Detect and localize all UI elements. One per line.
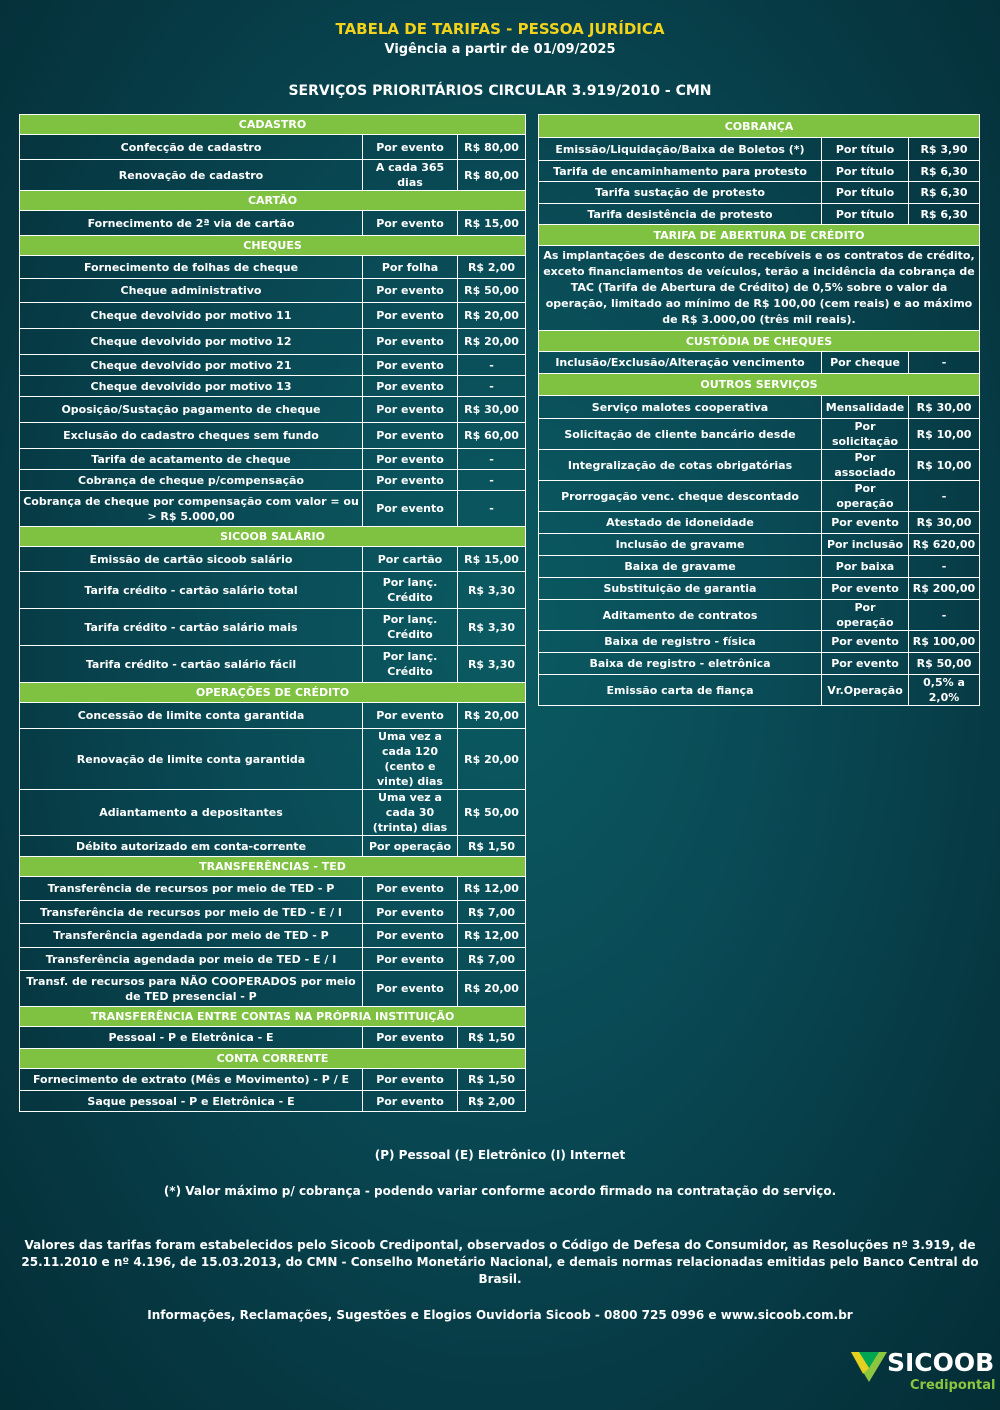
charge-basis: Por título bbox=[822, 182, 909, 204]
service-name: Adiantamento a depositantes bbox=[20, 790, 363, 836]
table-row bbox=[539, 512, 980, 534]
charge-basis: Por evento bbox=[363, 423, 458, 449]
logo-name: SICOOB bbox=[887, 1348, 995, 1377]
tariff-value: - bbox=[458, 449, 526, 470]
service-name: Tarifa desistência de protesto bbox=[539, 204, 822, 225]
section-header-row bbox=[20, 191, 526, 211]
section-title: TARIFA DE ABERTURA DE CRÉDITO bbox=[539, 225, 980, 246]
asterisk-note: (*) Valor máximo p/ cobrança - podendo variar conforme acordo firmado na contratação do serviço. bbox=[163, 1184, 837, 1198]
charge-basis: A cada 365 dias bbox=[363, 160, 458, 191]
charge-basis: Por baixa bbox=[822, 556, 909, 578]
tariff-value: R$ 60,00 bbox=[458, 423, 526, 449]
section-title: OUTROS SERVIÇOS bbox=[539, 374, 980, 396]
tariff-value: R$ 20,00 bbox=[458, 971, 526, 1007]
service-name: Baixa de registro - física bbox=[539, 631, 822, 653]
table-row bbox=[20, 572, 526, 609]
charge-basis: Por operação bbox=[363, 836, 458, 857]
table-row bbox=[20, 609, 526, 646]
service-name: Exclusão do cadastro cheques sem fundo bbox=[20, 423, 363, 449]
service-name: Tarifa de encaminhamento para protesto bbox=[539, 161, 822, 182]
section-header-row bbox=[20, 1049, 526, 1069]
service-name: Baixa de gravame bbox=[539, 556, 822, 578]
service-name: Tarifa sustação de protesto bbox=[539, 182, 822, 204]
service-name: Transferência agendada por meio de TED - P bbox=[20, 924, 363, 948]
charge-basis: Por evento bbox=[363, 470, 458, 491]
service-name: Cheque devolvido por motivo 11 bbox=[20, 303, 363, 329]
section-title: CARTÃO bbox=[20, 191, 526, 211]
tariff-value: R$ 15,00 bbox=[458, 547, 526, 572]
table-row bbox=[539, 450, 980, 481]
section-title: CHEQUES bbox=[20, 236, 526, 256]
section-header-row bbox=[20, 1007, 526, 1027]
table-row bbox=[539, 481, 980, 512]
table-row bbox=[539, 675, 980, 706]
service-name: Cheque devolvido por motivo 21 bbox=[20, 355, 363, 376]
tariff-value: R$ 80,00 bbox=[458, 135, 526, 160]
charge-basis: Por evento bbox=[363, 1027, 458, 1049]
section-title: SICOOB SALÁRIO bbox=[20, 527, 526, 547]
charge-basis: Por evento bbox=[822, 512, 909, 534]
table-row bbox=[20, 729, 526, 790]
tariff-value: R$ 3,30 bbox=[458, 572, 526, 609]
section-title: CONTA CORRENTE bbox=[20, 1049, 526, 1069]
tariff-value: R$ 20,00 bbox=[458, 703, 526, 729]
service-name: Tarifa crédito - cartão salário fácil bbox=[20, 646, 363, 683]
tariff-value: - bbox=[909, 556, 980, 578]
tariff-value: R$ 7,00 bbox=[458, 948, 526, 971]
service-name: Transf. de recursos para NÃO COOPERADOS por meio de TED presencial - P bbox=[20, 971, 363, 1007]
tariff-value: R$ 2,00 bbox=[458, 256, 526, 279]
service-name: Emissão/Liquidação/Baixa de Boletos (*) bbox=[539, 138, 822, 161]
tariff-value: R$ 12,00 bbox=[458, 924, 526, 948]
charge-basis: Por evento bbox=[363, 1069, 458, 1091]
note-row bbox=[539, 246, 980, 331]
service-name: Tarifa de acatamento de cheque bbox=[20, 449, 363, 470]
service-name: Inclusão/Exclusão/Alteração vencimento bbox=[539, 352, 822, 374]
charge-basis: Por evento bbox=[363, 703, 458, 729]
tariff-value: R$ 30,00 bbox=[909, 396, 980, 419]
table-row bbox=[539, 204, 980, 225]
tariff-value: R$ 1,50 bbox=[458, 836, 526, 857]
tariff-value: R$ 20,00 bbox=[458, 329, 526, 355]
section-header-row bbox=[539, 225, 980, 246]
table-row bbox=[539, 182, 980, 204]
charge-basis: Por lanç. Crédito bbox=[363, 646, 458, 683]
tariff-value: R$ 10,00 bbox=[909, 450, 980, 481]
left-tariff-body bbox=[20, 115, 526, 1112]
table-row bbox=[20, 211, 526, 236]
service-name: Solicitação de cliente bancário desde bbox=[539, 419, 822, 450]
section-header-row bbox=[20, 236, 526, 256]
charge-basis: Por título bbox=[822, 138, 909, 161]
charge-basis: Por cheque bbox=[822, 352, 909, 374]
charge-basis: Por lanç. Crédito bbox=[363, 572, 458, 609]
charge-basis: Por evento bbox=[363, 901, 458, 924]
service-name: Tarifa crédito - cartão salário mais bbox=[20, 609, 363, 646]
charge-basis: Por título bbox=[822, 161, 909, 182]
charge-basis: Por operação bbox=[822, 600, 909, 631]
tariff-value: - bbox=[458, 491, 526, 527]
service-name: Aditamento de contratos bbox=[539, 600, 822, 631]
service-name: Inclusão de gravame bbox=[539, 534, 822, 556]
table-row bbox=[539, 534, 980, 556]
tariff-value: R$ 50,00 bbox=[458, 279, 526, 303]
charge-basis: Por evento bbox=[363, 135, 458, 160]
tariff-value: - bbox=[909, 352, 980, 374]
tariff-value: - bbox=[909, 600, 980, 631]
service-name: Baixa de registro - eletrônica bbox=[539, 653, 822, 675]
section-title: OPERAÇÕES DE CRÉDITO bbox=[20, 683, 526, 703]
table-row bbox=[20, 491, 526, 527]
service-name: Pessoal - P e Eletrônica - E bbox=[20, 1027, 363, 1049]
charge-basis: Por lanç. Crédito bbox=[363, 609, 458, 646]
charge-basis: Por solicitação bbox=[822, 419, 909, 450]
service-name: Substituição de garantia bbox=[539, 578, 822, 600]
tariff-value: R$ 6,30 bbox=[909, 204, 980, 225]
tariff-value: R$ 30,00 bbox=[458, 397, 526, 423]
table-row bbox=[20, 135, 526, 160]
service-name: Concessão de limite conta garantida bbox=[20, 703, 363, 729]
charge-basis: Por evento bbox=[363, 877, 458, 901]
service-name: Cobrança de cheque p/compensação bbox=[20, 470, 363, 491]
tariff-value: R$ 2,00 bbox=[458, 1091, 526, 1112]
section-header-row bbox=[20, 527, 526, 547]
tariff-value: R$ 50,00 bbox=[458, 790, 526, 836]
tariff-value: R$ 12,00 bbox=[458, 877, 526, 901]
vigencia-date: Vigência a partir de 01/09/2025 bbox=[384, 42, 616, 57]
service-name: Débito autorizado em conta-corrente bbox=[20, 836, 363, 857]
charge-basis: Por título bbox=[822, 204, 909, 225]
tariff-value: - bbox=[458, 376, 526, 397]
table-row bbox=[20, 329, 526, 355]
contact-note: Informações, Reclamações, Sugestões e Elogios Ouvidoria Sicoob - 0800 725 0996 e www.sicoob.com.br bbox=[147, 1308, 853, 1322]
tariff-value: R$ 100,00 bbox=[909, 631, 980, 653]
section-title: COBRANÇA bbox=[539, 115, 980, 138]
charge-basis: Por evento bbox=[363, 397, 458, 423]
legend-note: (P) Pessoal (E) Eletrônico (I) Internet bbox=[374, 1148, 626, 1162]
tariff-value: R$ 3,30 bbox=[458, 609, 526, 646]
table-row bbox=[20, 877, 526, 901]
service-name: Prorrogação venc. cheque descontado bbox=[539, 481, 822, 512]
page-subtitle: SERVIÇOS PRIORITÁRIOS CIRCULAR 3.919/2010 - CMN bbox=[288, 83, 712, 99]
tac-description: As implantações de desconto de recebíveis e os contratos de crédito, exceto financiamentos de veículos, terão a incidência da cobrança de TAC (Tarifa de Abertura de Crédito) de 0,5% sobre o valor da operação, limitado ao mínimo de R$ 100,00 (cem reais) e ao máximo de R$ 3.000,00 (três mil reais). bbox=[539, 246, 980, 331]
service-name: Confecção de cadastro bbox=[20, 135, 363, 160]
table-row bbox=[20, 160, 526, 191]
tariff-value: - bbox=[458, 355, 526, 376]
table-row bbox=[20, 303, 526, 329]
table-row bbox=[20, 646, 526, 683]
table-row bbox=[20, 971, 526, 1007]
section-title: CUSTÓDIA DE CHEQUES bbox=[539, 331, 980, 352]
service-name: Cheque administrativo bbox=[20, 279, 363, 303]
table-row bbox=[539, 653, 980, 675]
service-name: Emissão de cartão sicoob salário bbox=[20, 547, 363, 572]
page-title: TABELA DE TARIFAS - PESSOA JURÍDICA bbox=[335, 20, 665, 38]
table-row bbox=[539, 419, 980, 450]
table-row bbox=[20, 423, 526, 449]
table-row bbox=[20, 1069, 526, 1091]
table-row bbox=[539, 556, 980, 578]
charge-basis: Por operação bbox=[822, 481, 909, 512]
tariff-value: R$ 50,00 bbox=[909, 653, 980, 675]
tariff-value: - bbox=[909, 481, 980, 512]
table-row bbox=[20, 790, 526, 836]
service-name: Transferência agendada por meio de TED - E / I bbox=[20, 948, 363, 971]
service-name: Fornecimento de extrato (Mês e Movimento) - P / E bbox=[20, 1069, 363, 1091]
table-row bbox=[20, 397, 526, 423]
charge-basis: Por evento bbox=[363, 376, 458, 397]
table-row bbox=[20, 279, 526, 303]
service-name: Saque pessoal - P e Eletrônica - E bbox=[20, 1091, 363, 1112]
table-row bbox=[539, 352, 980, 374]
left-tariff-table bbox=[19, 114, 526, 1112]
table-row bbox=[539, 578, 980, 600]
charge-basis: Por evento bbox=[363, 279, 458, 303]
charge-basis: Por evento bbox=[822, 653, 909, 675]
table-row bbox=[20, 703, 526, 729]
table-row bbox=[20, 376, 526, 397]
tariff-value: R$ 620,00 bbox=[909, 534, 980, 556]
table-row bbox=[20, 355, 526, 376]
tariff-value: R$ 20,00 bbox=[458, 303, 526, 329]
tariff-value: R$ 6,30 bbox=[909, 161, 980, 182]
tariff-value: R$ 80,00 bbox=[458, 160, 526, 191]
service-name: Oposição/Sustação pagamento de cheque bbox=[20, 397, 363, 423]
charge-basis: Por evento bbox=[363, 1091, 458, 1112]
charge-basis: Por evento bbox=[363, 924, 458, 948]
table-row bbox=[539, 138, 980, 161]
service-name: Integralização de cotas obrigatórias bbox=[539, 450, 822, 481]
service-name: Cheque devolvido por motivo 13 bbox=[20, 376, 363, 397]
table-row bbox=[20, 948, 526, 971]
table-row bbox=[539, 161, 980, 182]
service-name: Tarifa crédito - cartão salário total bbox=[20, 572, 363, 609]
section-header-row bbox=[20, 857, 526, 877]
table-row bbox=[20, 256, 526, 279]
charge-basis: Por evento bbox=[363, 449, 458, 470]
right-tariff-table bbox=[538, 114, 980, 706]
charge-basis: Por evento bbox=[363, 329, 458, 355]
tariff-value: R$ 200,00 bbox=[909, 578, 980, 600]
service-name: Emissão carta de fiança bbox=[539, 675, 822, 706]
section-title: CADASTRO bbox=[20, 115, 526, 135]
table-row bbox=[20, 470, 526, 491]
section-title: TRANSFERÊNCIA ENTRE CONTAS NA PRÓPRIA INSTITUIÇÃO bbox=[20, 1007, 526, 1027]
service-name: Renovação de cadastro bbox=[20, 160, 363, 191]
charge-basis: Uma vez a cada 120 (cento e vinte) dias bbox=[363, 729, 458, 790]
service-name: Transferência de recursos por meio de TED - P bbox=[20, 877, 363, 901]
charge-basis: Por evento bbox=[363, 355, 458, 376]
table-row bbox=[20, 1091, 526, 1112]
service-name: Fornecimento de 2ª via de cartão bbox=[20, 211, 363, 236]
charge-basis: Por evento bbox=[363, 303, 458, 329]
charge-basis: Por associado bbox=[822, 450, 909, 481]
service-name: Transferência de recursos por meio de TED - E / I bbox=[20, 901, 363, 924]
table-row bbox=[20, 924, 526, 948]
tariff-value: R$ 15,00 bbox=[458, 211, 526, 236]
tariff-value: R$ 1,50 bbox=[458, 1069, 526, 1091]
service-name: Cobrança de cheque por compensação com valor = ou > R$ 5.000,00 bbox=[20, 491, 363, 527]
tariff-value: R$ 1,50 bbox=[458, 1027, 526, 1049]
table-row bbox=[539, 396, 980, 419]
table-row bbox=[20, 836, 526, 857]
charge-basis: Por cartão bbox=[363, 547, 458, 572]
right-tariff-body bbox=[539, 115, 980, 706]
charge-basis: Por evento bbox=[822, 631, 909, 653]
logo-subtitle: Credipontal bbox=[910, 1378, 996, 1393]
section-header-row bbox=[539, 374, 980, 396]
tariff-value: R$ 7,00 bbox=[458, 901, 526, 924]
table-row bbox=[539, 631, 980, 653]
charge-basis: Por inclusão bbox=[822, 534, 909, 556]
tariff-value: R$ 3,30 bbox=[458, 646, 526, 683]
charge-basis: Por evento bbox=[363, 491, 458, 527]
charge-basis: Uma vez a cada 30 (trinta) dias bbox=[363, 790, 458, 836]
section-header-row bbox=[539, 331, 980, 352]
section-header-row bbox=[20, 683, 526, 703]
tariff-value: R$ 10,00 bbox=[909, 419, 980, 450]
tariff-value: R$ 30,00 bbox=[909, 512, 980, 534]
table-row bbox=[539, 600, 980, 631]
tariff-value: 0,5% a 2,0% bbox=[909, 675, 980, 706]
charge-basis: Vr.Operação bbox=[822, 675, 909, 706]
section-title: TRANSFERÊNCIAS - TED bbox=[20, 857, 526, 877]
table-row bbox=[20, 901, 526, 924]
charge-basis: Por evento bbox=[822, 578, 909, 600]
charge-basis: Por evento bbox=[363, 948, 458, 971]
charge-basis: Por evento bbox=[363, 211, 458, 236]
section-header-row bbox=[539, 115, 980, 138]
tariff-value: R$ 3,90 bbox=[909, 138, 980, 161]
service-name: Renovação de limite conta garantida bbox=[20, 729, 363, 790]
table-row bbox=[20, 449, 526, 470]
charge-basis: Por folha bbox=[363, 256, 458, 279]
legal-note: Valores das tarifas foram estabelecidos pelo Sicoob Credipontal, observados o Código de Defesa do Consumidor, as Resoluções nº 3.919, de 25.11.2010 e nº 4.196, de 15.03.2013, do CMN - Conselho Monetário Nacional, e demais normas relacionadas emitidas pelo Banco Central do Brasil. bbox=[21, 1238, 979, 1286]
tariff-value: R$ 20,00 bbox=[458, 729, 526, 790]
service-name: Serviço malotes cooperativa bbox=[539, 396, 822, 419]
service-name: Fornecimento de folhas de cheque bbox=[20, 256, 363, 279]
table-row bbox=[20, 1027, 526, 1049]
service-name: Cheque devolvido por motivo 12 bbox=[20, 329, 363, 355]
tariff-value: - bbox=[458, 470, 526, 491]
charge-basis: Mensalidade bbox=[822, 396, 909, 419]
section-header-row bbox=[20, 115, 526, 135]
service-name: Atestado de idoneidade bbox=[539, 512, 822, 534]
table-row bbox=[20, 547, 526, 572]
tariff-value: R$ 6,30 bbox=[909, 182, 980, 204]
charge-basis: Por evento bbox=[363, 971, 458, 1007]
